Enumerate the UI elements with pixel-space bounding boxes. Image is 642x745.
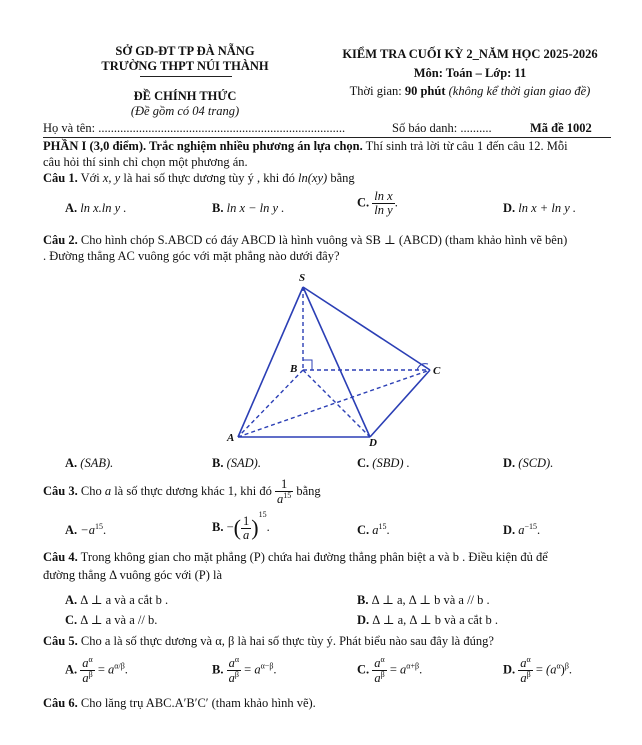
q2-a-text: (SAB). [80, 456, 114, 470]
q5-d-rhs: (a [546, 662, 557, 677]
q1-b-text: ln x − ln y . [226, 201, 285, 215]
q6-label: Câu 6. [43, 696, 78, 710]
q2-option-c[interactable] [357, 456, 410, 471]
q5-a-den: a [82, 671, 89, 686]
time-prefix: Thời gian: [349, 84, 405, 98]
q4-letter-a: A. [65, 593, 78, 607]
q5-d-num-exp: α [526, 655, 531, 664]
q4-option-b[interactable] [357, 592, 490, 608]
q3-den-exp: 15 [283, 491, 292, 501]
q3-stem [43, 478, 321, 506]
q5-c-fraction [372, 656, 386, 686]
vertex-B: B [290, 363, 298, 375]
q2-stem-2: . Đường thẳng AC vuông góc với mặt phẳng nào dưới đây? [43, 249, 340, 263]
q2-letter-a: A. [65, 456, 78, 470]
q5-option-d[interactable]: D. $\frac{a^\alpha}{a^\beta}$ = $(a^\alpha)^\beta$. [503, 655, 573, 686]
q3-b-den: a [242, 527, 250, 542]
q3-letter-d: D. [503, 523, 516, 538]
q3-num: 1 [275, 478, 293, 492]
q5-c-num-exp: α [380, 655, 385, 664]
name-dots: ............................................................................... [98, 121, 346, 135]
q3-option-d[interactable]: D. $a^{-15}$. [503, 522, 541, 538]
q3-b-fraction [241, 515, 251, 542]
q5-option-b[interactable]: B. $\frac{a^\alpha}{a^\beta}$ = $a^{\alpha-\beta}$. [212, 655, 277, 686]
q5-b-rhs: a [254, 662, 261, 677]
q2-label: Câu 2. [43, 233, 78, 247]
q3-den: a [276, 492, 284, 507]
q3-option-b[interactable]: B. −( $\frac{1}{a})^{15}$. [212, 510, 270, 542]
q5-a-rhs: a [108, 662, 115, 677]
q1-vars: x, y [102, 171, 121, 185]
q5-a-den-exp: β [88, 670, 93, 680]
q3-var: a [104, 484, 112, 499]
q4-option-a[interactable] [65, 592, 168, 608]
q5-a-fraction [80, 656, 94, 686]
q5-d-den: a [520, 671, 527, 686]
part1-instr2: câu hỏi thí sinh chỉ chọn một phương án. [43, 155, 248, 169]
q5-label: Câu 5. [43, 634, 78, 648]
q5-d-fraction [518, 656, 532, 686]
q4-letter-c: C. [65, 613, 78, 627]
q5-c-num: a [374, 656, 381, 671]
q5-a-num-exp: α [88, 655, 93, 664]
time-note: (không kể thời gian giao đề) [448, 84, 591, 98]
q6-text: Cho lăng trụ ABC.A′B′C′ (tham khảo hình vẽ). [77, 696, 316, 710]
q3-b-num: 1 [242, 513, 250, 528]
q1-letter-a: A. [65, 201, 78, 215]
q3-a-base: −a [80, 523, 95, 538]
id-label: Số báo danh: [392, 121, 461, 135]
exam-code: Mã đề 1002 [530, 121, 592, 135]
q4-letter-b: B. [357, 593, 369, 607]
q5-c-den-exp: β [380, 670, 385, 680]
q5-c-rhs-exp: α+β [406, 661, 420, 671]
q3-d-exp: −15 [524, 522, 538, 531]
q5-stem [43, 634, 494, 649]
q2-c-text: (SBD) . [372, 456, 410, 470]
vertex-S: S [299, 272, 306, 284]
q5-d-den-exp: β [526, 670, 531, 680]
q4-letter-d: D. [357, 613, 370, 627]
q4-label: Câu 4. [43, 550, 78, 564]
q4-stem-1 [43, 550, 548, 565]
q1-text-a: Với [77, 171, 103, 185]
q2-option-a[interactable] [65, 456, 113, 471]
q5-b-eq: = [244, 662, 252, 677]
q2-d-text: (SCD). [518, 456, 554, 470]
diag-BD [303, 370, 370, 437]
q4-b-text: Δ ⊥ a, Δ ⊥ b và a // b . [371, 593, 490, 607]
edge-BA [238, 370, 303, 437]
subject-line: Môn: Toán – Lớp: 11 [413, 66, 527, 80]
q4-line1: Trong không gian cho mặt phẳng (P) chứa hai đường thẳng phân biệt a và b . Điều kiện đủ để [77, 550, 548, 564]
q2-letter-d: D. [503, 456, 516, 470]
vertex-C: C [433, 365, 441, 377]
q5-letter-c: C. [357, 662, 370, 677]
q2-option-b[interactable] [212, 456, 261, 471]
q5-b-num-exp: α [234, 655, 240, 664]
q2-line1: Cho hình chóp S.ABCD có đáy ABCD là hình vuông và SB ⊥ (ABCD) (tham khảo hình vẽ bên) [77, 233, 568, 247]
q1-text-c: bằng [327, 171, 355, 185]
q3-option-a[interactable]: A. $-a^{15}$. [65, 522, 107, 538]
official-label: ĐỀ CHÍNH THỨC [133, 89, 237, 103]
vertex-D: D [369, 437, 377, 449]
part1-instr1: Thí sinh trả lời từ câu 1 đến câu 12. Mỗi [362, 139, 568, 153]
edge-SA [238, 287, 303, 437]
time-value: 90 phút [404, 84, 446, 98]
q5-d-rhs-exp1: α [556, 661, 561, 671]
q3-label: Câu 3. [43, 484, 78, 499]
q3-letter-a: A. [65, 523, 78, 538]
q5-letter-d: D. [503, 662, 516, 677]
diag-AC [238, 370, 430, 437]
part1-title: PHẦN I (3,0 điểm). Trắc nghiệm nhiều phương án lựa chọn. [43, 139, 363, 153]
q3-b-exp: 15 [258, 510, 267, 519]
q5-b-fraction [227, 656, 241, 686]
q3-d-base: a [518, 523, 525, 538]
q2-b-text: (SAD). [226, 456, 261, 470]
pages-note: (Đề gồm có 04 trang) [130, 104, 240, 118]
q5-letter-b: B. [212, 662, 224, 677]
q6-stem [43, 696, 316, 711]
q2-letter-c: C. [357, 456, 370, 470]
q3-a-exp: 15 [94, 522, 103, 531]
school-name: TRƯỜNG THPT NÚI THÀNH [101, 59, 269, 73]
vertex-A: A [227, 432, 235, 444]
q1-letter-c: C. [357, 195, 370, 210]
q1-expr: ln(xy) [298, 171, 328, 185]
q1-text-b: là hai số thực dương tùy ý , khi đó [120, 171, 299, 185]
q5-b-den: a [228, 671, 235, 686]
q5-option-a[interactable]: A. $\frac{a^\alpha}{a^\beta}$ = $a^{\alpha/\beta}$. [65, 655, 128, 686]
right-angle-B [303, 360, 312, 370]
q3-option-c[interactable]: C. $a^{15}$. [357, 522, 390, 538]
dept-name: SỞ GD-ĐT TP ĐÀ NẴNG [115, 44, 255, 58]
q4-option-c[interactable] [65, 612, 157, 628]
q3-text-a: Cho [77, 484, 105, 499]
q4-c-text: Δ ⊥ a và a // b. [80, 613, 158, 627]
q5-c-rhs: a [400, 662, 407, 677]
q3-c-base: a [372, 523, 379, 538]
exam-title: KIỂM TRA CUỐI KỲ 2_NĂM HỌC 2025-2026 [342, 47, 598, 61]
q5-d-num: a [520, 656, 527, 671]
q3-b-minus: − [226, 520, 234, 534]
q4-option-d[interactable] [357, 612, 498, 628]
q5-b-num: a [228, 656, 235, 671]
q5-d-eq: = [535, 662, 543, 677]
q5-a-rhs-exp: α/β [114, 661, 125, 671]
q3-letter-c: C. [357, 523, 370, 538]
q2-option-d[interactable] [503, 456, 553, 471]
q4-stem-2: đường thẳng Δ vuông góc với (P) là [43, 568, 223, 582]
q1-option-c[interactable]: C. $\frac{\text{ln x}}{\text{ln y}}$ . [357, 189, 398, 218]
q1-letter-d: D. [503, 201, 516, 215]
name-label: Họ và tên: [43, 121, 99, 135]
q5-b-den-exp: β [234, 670, 239, 680]
q1-d-text: ln x + ln y . [518, 201, 577, 215]
q3-c-exp: 15 [378, 522, 387, 531]
q1-letter-b: B. [212, 201, 224, 215]
q3-fraction [275, 478, 293, 506]
q5-b-rhs-exp: α−β [260, 661, 274, 671]
q5-d-rhs-close: ) [560, 662, 565, 677]
q3-letter-b: B. [212, 520, 224, 534]
id-dots: .......... [460, 121, 492, 135]
q4-a-text: Δ ⊥ a và a cắt b . [80, 593, 169, 607]
q1-c-den: ln y [374, 203, 393, 218]
q5-option-c[interactable]: C. $\frac{a^\alpha}{a^\beta}$ = $a^{\alpha+\beta}$. [357, 655, 423, 686]
q1-a-text: ln x.ln y . [80, 201, 127, 215]
q5-c-eq: = [389, 662, 397, 677]
q1-c-num: ln x [374, 189, 393, 203]
q2-letter-b: B. [212, 456, 224, 470]
q5-d-rhs-exp2: β [564, 661, 569, 671]
q5-letter-a: A. [65, 662, 78, 677]
q5-c-den: a [374, 671, 381, 686]
q3-text-c: bằng [293, 484, 321, 499]
q3-text-b: là số thực dương khác 1, khi đó [111, 484, 275, 499]
q5-a-eq: = [97, 662, 105, 677]
q4-d-text: Δ ⊥ a, Δ ⊥ b và a cắt b . [372, 613, 498, 627]
q5-text: Cho a là số thực dương và α, β là hai số thực tùy ý. Phát biểu nào sau đây là đúng? [77, 634, 494, 648]
q1-label: Câu 1. [43, 171, 78, 185]
q5-a-num: a [82, 656, 89, 671]
